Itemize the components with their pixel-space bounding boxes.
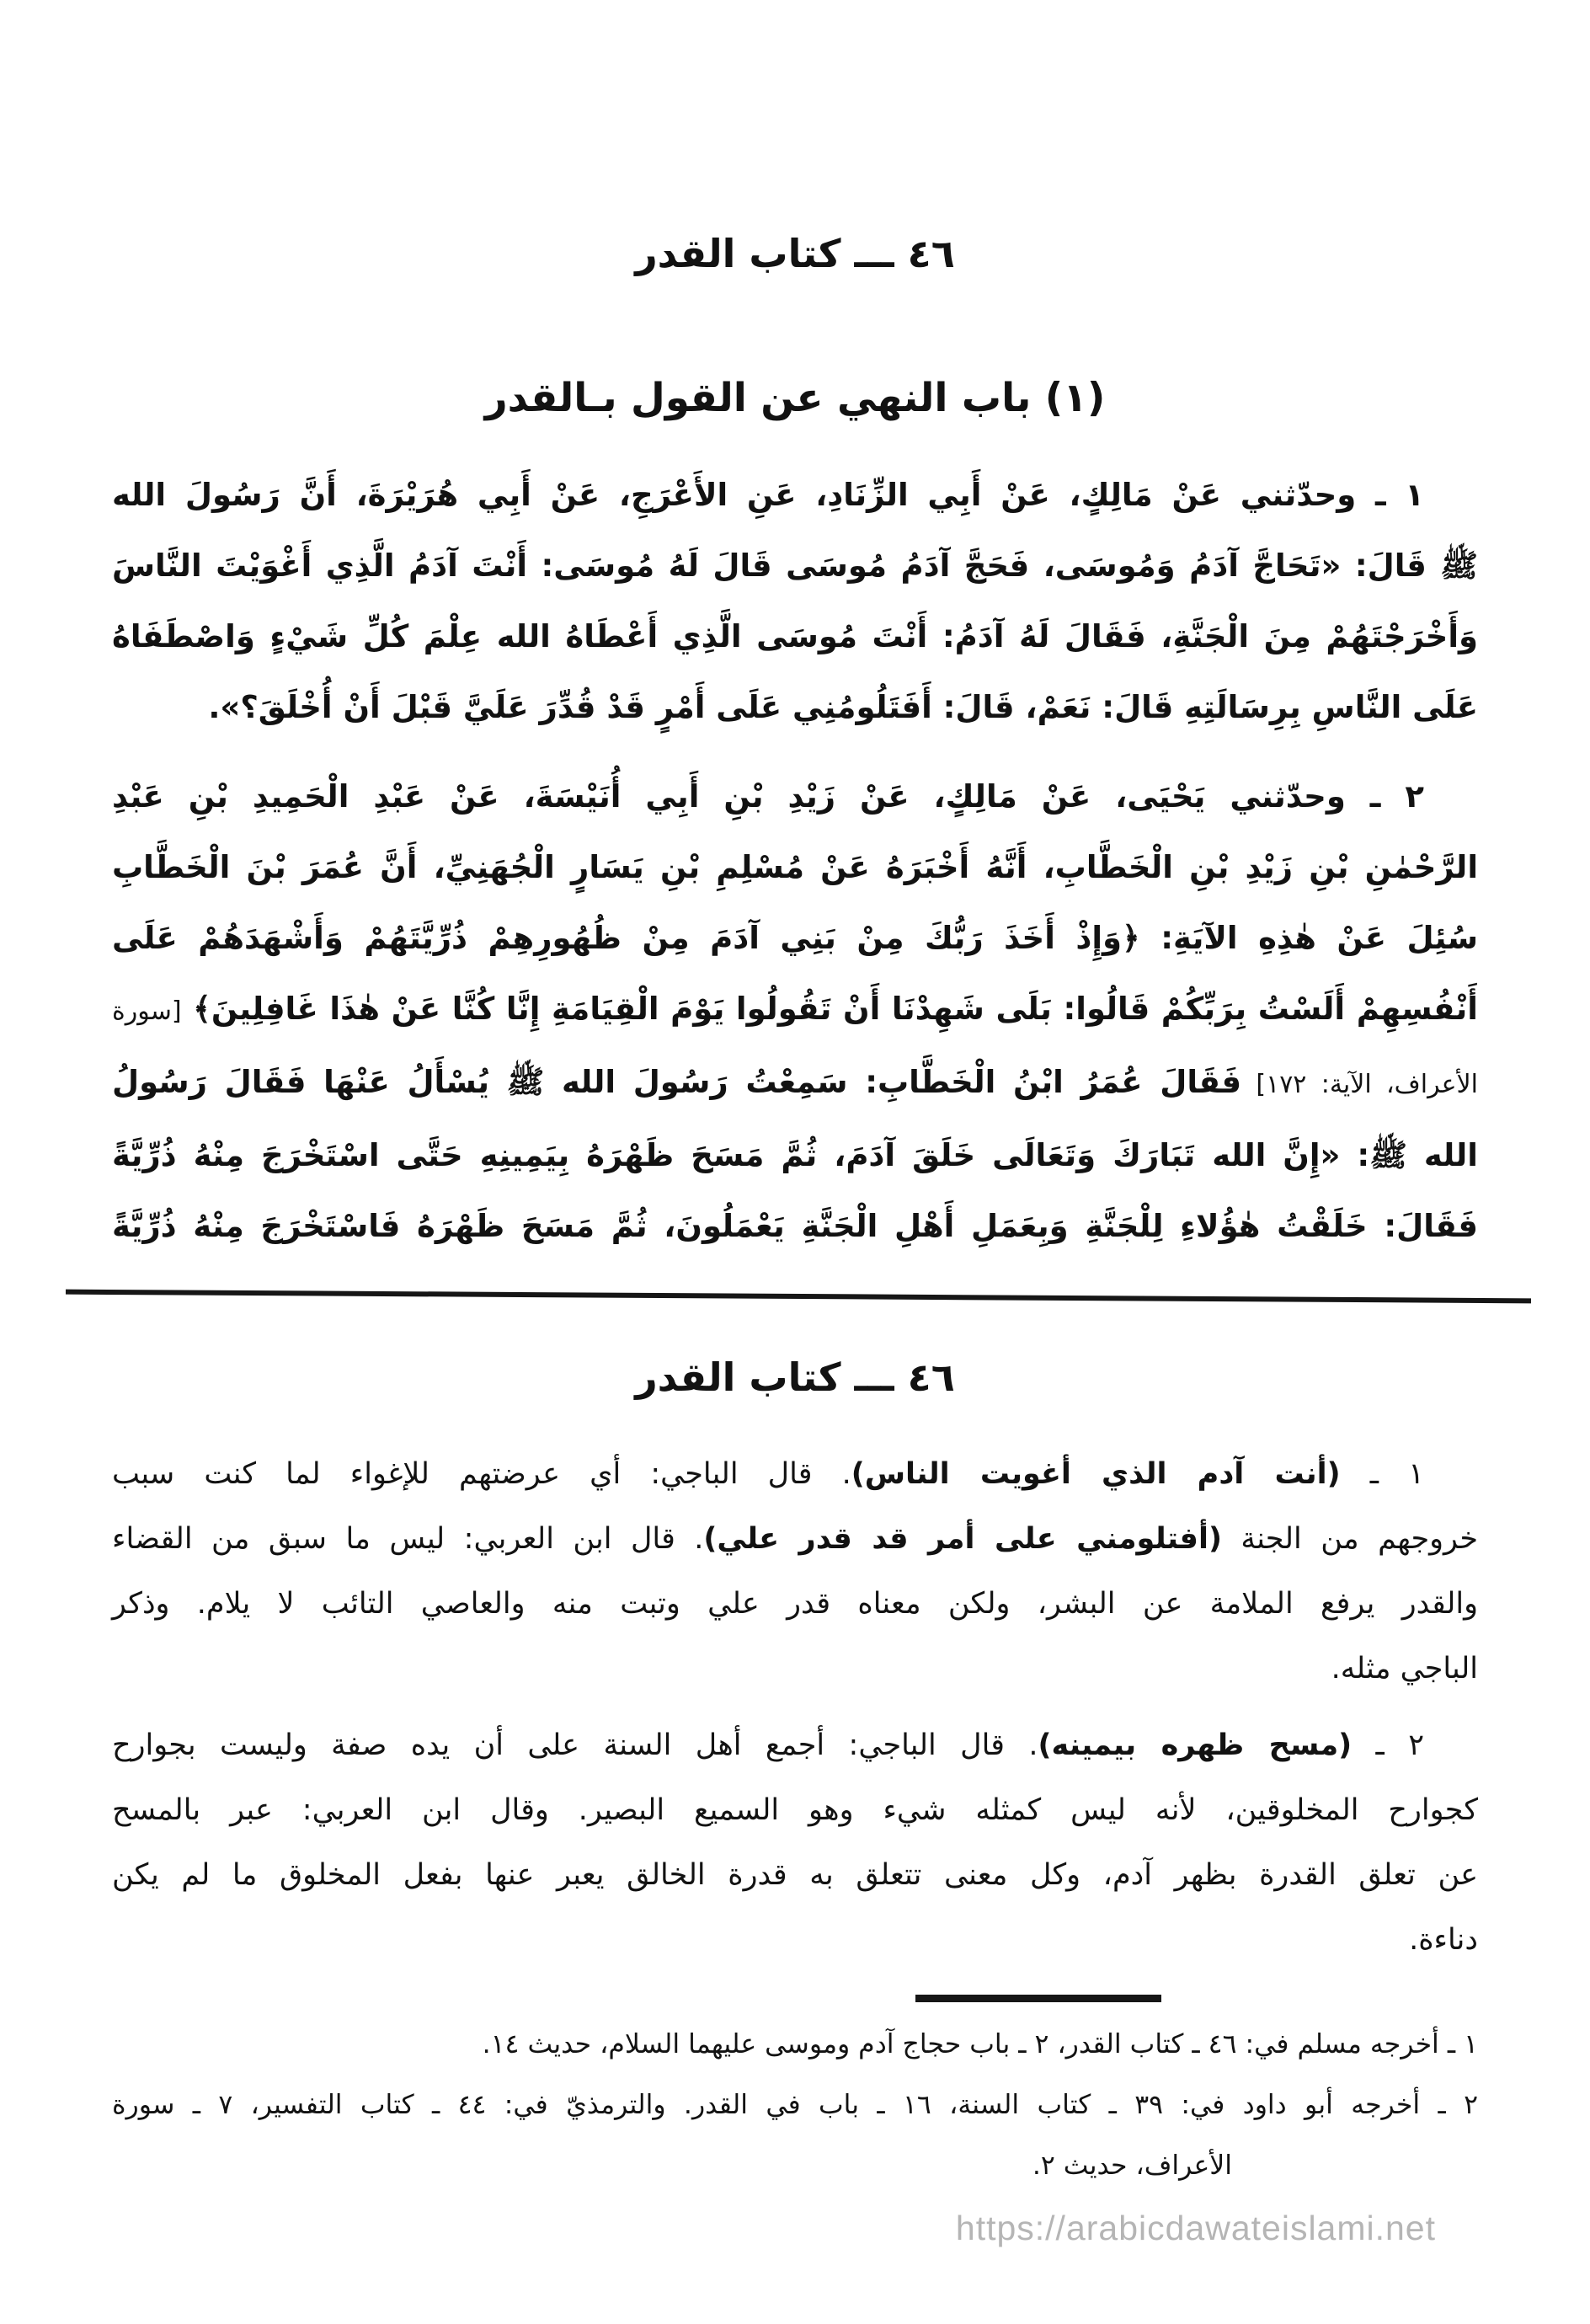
hadith-2-line-6: الله ﷺ: «إِنَّ الله تَبَارَكَ وَتَعَالَى خَلَقَ آدَمَ، ثُمَّ مَسَحَ ظَهْرَهُ بِيَمِينِهِ حَتَّى اسْتَخْرَجَ مِنْهُ ذُرِّيَّةً <box>112 1137 1478 1173</box>
commentary-1-line-4: الباجي مثله. <box>1331 1652 1478 1686</box>
hadith-2 <box>112 761 1478 1262</box>
commentary-2 <box>112 1713 1478 1973</box>
hadith-2-line-1: ٢ ـ وحدّثني يَحْيَى، عَنْ مَالِكٍ، عَنْ زَيْدِ بْنِ أَبِي أُنَيْسَةَ، عَنْ عَبْدِ الْحَمِيدِ بْنِ عَبْدِ <box>112 778 1424 815</box>
commentary-1-line-3: والقدر يرفع الملامة عن البشر، ولكن معناه قدر علي وتبت منه والعاصي التائب لا يلام. وذكر <box>112 1587 1478 1621</box>
hadith-1-line-3: وَأَخْرَجْتَهُمْ مِنَ الْجَنَّةِ، فَقَالَ لَهُ آدَمُ: أَنْتَ مُوسَى الَّذِي أَعْطَاهُ الله عِلْمَ كُلِّ شَيْءٍ وَاصْطَفَاهُ <box>112 618 1478 654</box>
chapter-heading: (١) باب النهي عن القول بـالقدر <box>484 375 1106 421</box>
section-divider-line <box>66 1290 1531 1304</box>
commentary-2-line-1: ٢ ـ (مسح ظهره بيمينه). قال الباجي: أجمع أهل السنة على أن يده صفة وليست بجوارح <box>112 1728 1424 1762</box>
hadith-2-line-2: الرَّحْمٰنِ بْنِ زَيْدِ بْنِ الْخَطَّابِ، أَنَّهُ أَخْبَرَهُ عَنْ مُسْلِمِ بْنِ يَسَارٍ الْجُهَنِيِّ، أَنَّ عُمَرَ بْنَ الْخَطَّابِ <box>112 849 1478 885</box>
commentary-1-line-2: خروجهم من الجنة (أفتلومني على أمر قد قدر علي). قال ابن العربي: ليس ما سبق من القضاء <box>112 1522 1478 1556</box>
footnote-1: ١ ـ أخرجه مسلم في: ٤٦ ـ كتاب القدر، ٢ ـ باب حجاج آدم وموسى عليهما السلام، حديث ١٤. <box>482 2029 1478 2060</box>
footnotes <box>112 2014 1478 2196</box>
book-title-header: ٤٦ ـــ كتاب القدر <box>635 231 955 276</box>
hadith-1-line-2: ﷺ قَالَ: «تَحَاجَّ آدَمُ وَمُوسَى، فَحَجَّ آدَمُ مُوسَى قَالَ لَهُ مُوسَى: أَنْتَ آدَمُ الَّذِي أَغْوَيْتَ النَّاسَ <box>112 548 1478 584</box>
commentary-2-line-2: كجوارح المخلوقين، لأنه ليس كمثله شيء وهو السميع البصير. وقال ابن العربي: عبر بالمسح <box>112 1793 1478 1827</box>
hadith-2-line-5: الأعراف، الآية: ١٧٢] فَقَالَ عُمَرُ ابْنُ الْخَطَّابِ: سَمِعْتُ رَسُولَ الله ﷺ يُسْأَلُ عَنْهَا فَقَالَ رَسُولُ <box>112 1064 1478 1100</box>
hadith-2-line-7: فَقَالَ: خَلَقْتُ هٰؤُلاءِ لِلْجَنَّةِ وَبِعَمَلِ أَهْلِ الْجَنَّةِ يَعْمَلُونَ، ثُمَّ مَسَحَ ظَهْرَهُ فَاسْتَخْرَجَ مِنْهُ ذُرِّيَّةً <box>112 1208 1478 1244</box>
hadith-1 <box>112 460 1478 743</box>
watermark-url: https://arabicdawateislami.net <box>955 2209 1436 2247</box>
commentary-2-line-4: دناءة. <box>1409 1923 1478 1957</box>
hadith-2-line-3: سُئِلَ عَنْ هٰذِهِ الآيَةِ: ﴿وَإِذْ أَخَذَ رَبُّكَ مِنْ بَنِي آدَمَ مِنْ ظُهُورِهِمْ ذُرِّيَّتَهُمْ وَأَشْهَدَهُمْ عَلَى <box>112 920 1478 956</box>
book-title-header-repeat: ٤٦ ـــ كتاب القدر <box>635 1354 955 1400</box>
hadith-2-line-4: أَنْفُسِهِمْ أَلَسْتُ بِرَبِّكُمْ قَالُوا: بَلَى شَهِدْنَا أَنْ تَقُولُوا يَوْمَ الْقِيَامَةِ إِنَّا كُنَّا عَنْ هٰذَا غَافِلِينَ﴾ [سورة <box>112 991 1478 1027</box>
footnote-divider-line <box>915 1995 1161 2002</box>
footnote-2-continuation: الأعراف، حديث ٢. <box>1032 2150 1232 2181</box>
footnote-2: ٢ ـ أخرجه أبو داود في: ٣٩ ـ كتاب السنة، ١٦ ـ باب في القدر. والترمذيّ في: ٤٤ ـ كتاب التفسير، ٧ ـ سورة <box>112 2090 1479 2120</box>
hadith-1-line-4: عَلَى النَّاسِ بِرِسَالَتِهِ قَالَ: نَعَمْ، قَالَ: أَفَتَلُومُنِي عَلَى أَمْرٍ قَدْ قُدِّرَ عَلَيَّ قَبْلَ أَنْ أُخْلَقَ؟». <box>208 689 1478 725</box>
commentary-2-line-3: عن تعلق القدرة بظهر آدم، وكل معنى تتعلق به قدرة الخالق يعبر عنها بفعل المخلوق ما لم يكن <box>112 1858 1478 1892</box>
commentary-1 <box>112 1442 1478 1702</box>
hadith-1-line-1: ١ ـ وحدّثني عَنْ مَالِكٍ، عَنْ أَبِي الزِّنَادِ، عَنِ الأَعْرَجِ، عَنْ أَبِي هُرَيْرَةَ، أَنَّ رَسُولَ الله <box>112 477 1424 513</box>
commentary-1-line-1: ١ ـ (أنت آدم الذي أغويت الناس). قال الباجي: أي عرضتهم للإغواء لما كنت سبب <box>112 1457 1425 1491</box>
